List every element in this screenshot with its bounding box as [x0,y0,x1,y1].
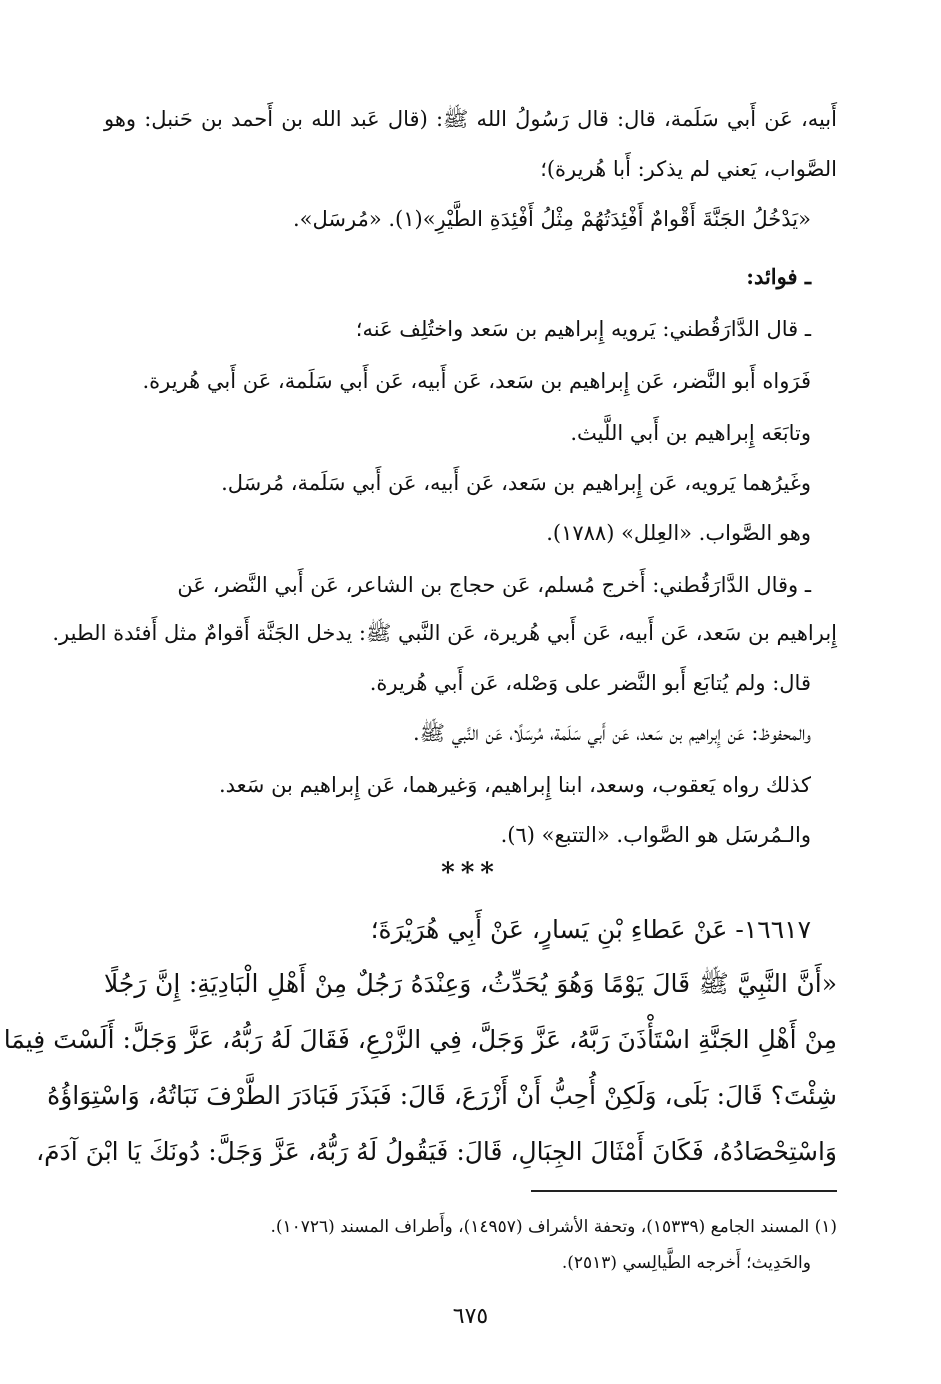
footnote-2: والحَدِيث؛ أَخرجه الطَّيالِسي (٢٥١٣). [561,1253,811,1273]
page-number: ٦٧٥ [452,1304,489,1329]
fawaid-heading: ـ فوائد: [746,264,811,289]
section-separator: *** [441,858,500,888]
text-line-11: إِبراهيم بن سَعد، عَن أَبيه، عَن أَبي هُريرة، عَن النَّبي ﷺ: يدخل الجَنَّة أَقوامٌ مثل أَفئدة الطير. [52,621,837,645]
hadith-text-line-4: وَاسْتِحْصَادُهُ، فَكَانَ أَمْثَالَ الجِبَالِ، قَالَ: فَيَقُولُ لَهُ رَبُّهُ، عَزَّ وَجَلَّ: دُونَكَ يَا ابْنَ آدَمَ، [36,1137,837,1166]
footnote-divider [531,1190,837,1192]
text-line-2: الصَّواب، يَعني لم يذكر: أَبا هُريرة)؛ [540,157,837,181]
text-line-15: والـمُرسَل هو الصَّواب. «التتبع» (٦). [500,823,811,847]
text-line-12: قال: ولم يُتابَع أَبو النَّضر على وَصْله، عَن أَبي هُريرة. [369,671,811,695]
hadith-text-line-3: شِئْتَ؟ قَالَ: بَلَى، وَلَكِنْ أُحِبُّ أَنْ أَزْرَعَ، قَالَ: فَبَذَرَ فَبَادَرَ الطَّرْفَ نَبَاتُهُ، وَاسْتِوَاؤُهُ [47,1081,837,1110]
text-line-9: وهو الصَّواب. «العِلل» (١٧٨٨). [546,521,811,545]
text-line-14: كذلك رواه يَعقوب، وسعد، ابنا إِبراهيم، وَغيرهما، عَن إِبراهيم بن سَعد. [218,773,811,797]
hadith-text-line-2: مِنْ أَهْلِ الجَنَّةِ اسْتَأْذَنَ رَبَّهُ، عَزَّ وَجَلَّ، فِي الزَّرْعِ، فَقَالَ لَهُ رَبُّهُ، عَزَّ وَجَلَّ: أَلَسْتَ فِيمَا [3,1025,837,1054]
text-line-8: وغَيرُهما يَرويه، عَن إِبراهيم بن سَعد، عَن أَبيه، عَن أَبي سَلَمة، مُرسَل. [221,471,811,495]
hadith-quote-line: «يَدْخُلُ الجَنَّةَ أَقْوامٌ أَفْئِدَتُهُمْ مِثْلُ أَفْئِدَةِ الطَّيْرِ»(١). «مُرسَل». [292,207,811,231]
hadith-number-heading: ١٦٦١٧- عَنْ عَطاءِ بْنِ يَسارٍ، عَنْ أَبِي هُرَيْرَةَ؛ [370,915,811,944]
footnote-1: (١) المسند الجامع (١٥٣٣٩)، وتحفة الأشراف (١٤٩٥٧)، وأَطراف المسند (١٠٧٢٦). [270,1217,837,1237]
hadith-text-line-1: «أَنَّ النَّبِيَّ ﷺ قَالَ يَوْمًا وَهُوَ يُحَدِّثُ، وَعِنْدَهُ رَجُلٌ مِنْ أَهْلِ الْبَادِيَةِ: إِنَّ رَجُلًا [104,969,837,998]
text-line-5: ـ قال الدَّارَقُطني: يَرويه إِبراهيم بن سَعد واختُلِف عَنه؛ [355,317,811,341]
text-line-1: أَبيه، عَن أَبي سَلَمة، قال: قال رَسُولُ الله ﷺ: (قال عَبد الله بن أَحمد بن حَنبل: وهو [104,107,837,131]
text-line-13: والمحفوظ: عَن إِبراهيم بن سَعد، عَن أَبي سَلَمة، مُرسَلًا، عَن النَّبي ﷺ. [412,721,811,745]
text-line-10: ـ وقال الدَّارَقُطني: أَخرج مُسلم، عَن حجاج بن الشاعر، عَن أَبي النَّضر، عَن [177,573,811,597]
text-line-6: فَرَواه أَبو النَّضر، عَن إِبراهيم بن سَعد، عَن أَبيه، عَن أَبي سَلَمة، عَن أَبي هُريرة. [142,369,811,393]
text-line-7: وتابَعَه إِبراهيم بن أَبي اللَّيث. [570,421,811,445]
